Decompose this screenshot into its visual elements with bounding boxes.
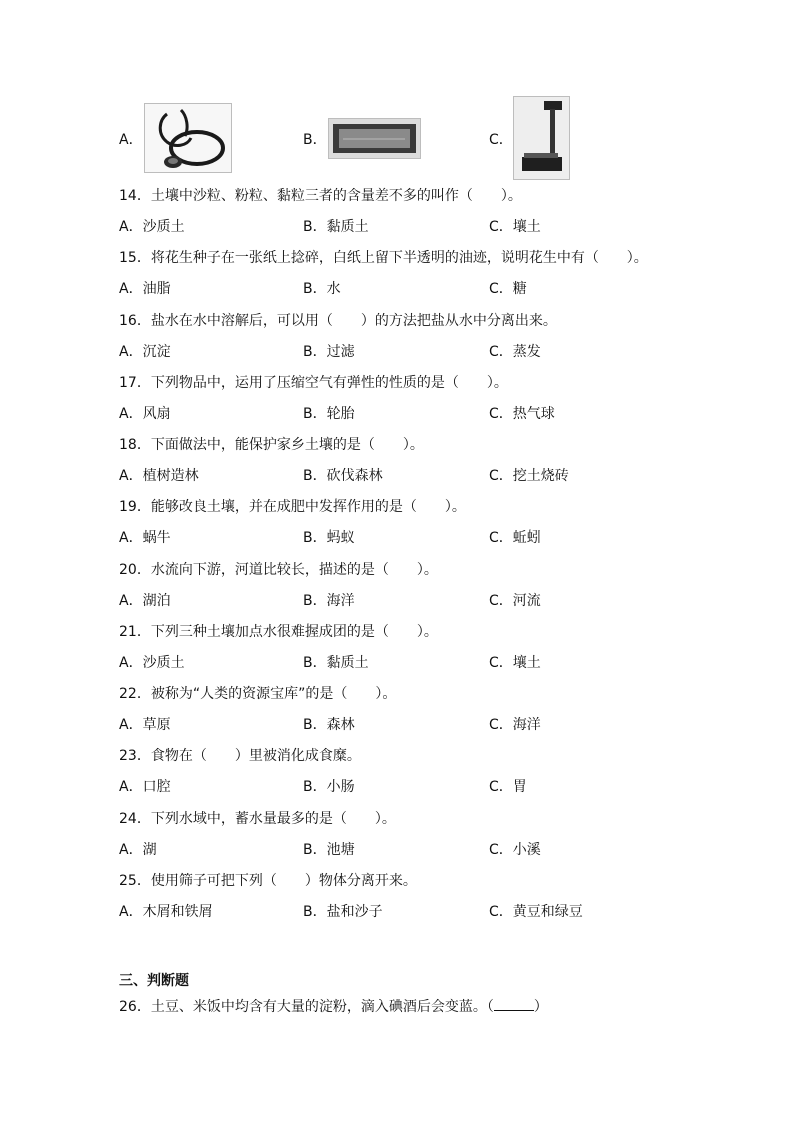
option-c[interactable]: C．糖 — [489, 281, 527, 298]
option-c[interactable]: C．小溪 — [489, 841, 541, 858]
question-stem: 16．盐水在水中溶解后，可以用（ ）的方法把盐从水中分离出来。 — [119, 312, 557, 329]
option-a[interactable]: A．沉淀 — [119, 343, 171, 360]
option-a[interactable]: A．口腔 — [119, 779, 171, 796]
question-stem: 17．下列物品中，运用了压缩空气有弹性的性质的是（ ）。 — [119, 374, 508, 391]
options-row — [0, 343, 794, 361]
options-row — [0, 218, 794, 236]
option-a[interactable]: A．沙质土 — [119, 219, 185, 235]
options-row — [0, 280, 794, 298]
question-stem: 20．水流向下游，河道比较长，描述的是（ ）。 — [119, 561, 438, 578]
option-a[interactable]: A．风扇 — [119, 405, 171, 422]
options-row — [0, 529, 794, 547]
question-stem: 19．能够改良土壤，并在成肥中发挥作用的是（ ）。 — [119, 499, 466, 516]
option-c[interactable]: C．海洋 — [489, 717, 541, 733]
option-c[interactable]: C．黄豆和绿豆 — [489, 903, 583, 920]
options-row — [0, 716, 794, 734]
option-b[interactable]: B．砍伐森林 — [303, 468, 383, 484]
question-stem: 15．将花生种子在一张纸上捻碎，白纸上留下半透明的油迹，说明花生中有（ ）。 — [119, 250, 648, 267]
option-c[interactable]: C．热气球 — [489, 405, 555, 422]
options-row — [0, 841, 794, 859]
options-row — [0, 903, 794, 921]
option-c[interactable]: C．蒸发 — [489, 343, 541, 360]
option-b[interactable]: B．黏质土 — [303, 219, 369, 235]
options-row — [0, 778, 794, 796]
option-b[interactable]: B．海洋 — [303, 592, 355, 609]
question-26-close: ） — [533, 999, 548, 1015]
question-stem: 18．下面做法中，能保护家乡土壤的是（ ）。 — [119, 437, 424, 453]
option-a[interactable]: A．沙质土 — [119, 654, 185, 671]
option-a-label: A． — [119, 132, 143, 148]
option-a[interactable]: A．蜗牛 — [119, 530, 171, 547]
option-c[interactable]: C．挖土烧砖 — [489, 468, 569, 484]
option-c[interactable]: C．胃 — [489, 779, 527, 796]
question-stem: 21．下列三种土壤加点水很难握成团的是（ ）。 — [119, 623, 438, 640]
option-a[interactable]: A．湖泊 — [119, 592, 171, 609]
option-a[interactable]: A．植树造林 — [119, 468, 199, 484]
options-row — [0, 592, 794, 610]
question-stem: 23．食物在（ ）里被消化成食糜。 — [119, 748, 361, 765]
option-a[interactable]: A．油脂 — [119, 281, 171, 298]
option-c[interactable]: C．蚯蚓 — [489, 530, 541, 547]
option-c[interactable]: C．壤土 — [489, 219, 541, 235]
gauze-pack-image — [328, 118, 421, 159]
question-stem: 24．下列水域中，蓄水量最多的是（ ）。 — [119, 810, 396, 827]
answer-blank[interactable] — [494, 998, 534, 1011]
options-row — [0, 405, 794, 423]
option-a[interactable]: A．木屑和铁屑 — [119, 903, 213, 920]
option-c[interactable]: C．河流 — [489, 592, 541, 609]
option-b[interactable]: B．轮胎 — [303, 405, 355, 422]
question-26-text: 26．土豆、米饭中均含有大量的淀粉，滴入碘酒后会变蓝。（ — [119, 999, 494, 1015]
options-row — [0, 654, 794, 672]
option-b[interactable]: B．水 — [303, 281, 341, 298]
option-b[interactable]: B．黏质土 — [303, 654, 369, 671]
question-stem: 25．使用筛子可把下列（ ）物体分离开来。 — [119, 872, 417, 889]
option-b[interactable]: B．小肠 — [303, 779, 355, 796]
option-b[interactable]: B．森林 — [303, 717, 355, 733]
option-a[interactable]: A．草原 — [119, 717, 171, 733]
option-c[interactable]: C．壤土 — [489, 654, 541, 671]
option-b-label: B． — [303, 132, 327, 148]
question-stem: 22．被称为“人类的资源宝库”的是（ ）。 — [119, 686, 397, 702]
question-stem: 14．土壤中沙粒、粉粒、黏粒三者的含量差不多的叫作（ ）。 — [119, 188, 522, 204]
options-row — [0, 467, 794, 485]
question-26 — [119, 998, 548, 1016]
option-a[interactable]: A．湖 — [119, 841, 157, 858]
option-b[interactable]: B．蚂蚁 — [303, 530, 355, 547]
stethoscope-image — [144, 103, 232, 173]
option-b[interactable]: B．池塘 — [303, 841, 355, 858]
option-c-label: C． — [489, 132, 513, 148]
option-b[interactable]: B．过滤 — [303, 343, 355, 360]
weight-scale-image — [513, 96, 570, 180]
option-b[interactable]: B．盐和沙子 — [303, 903, 383, 920]
section-heading: 三、判断题 — [119, 973, 189, 989]
